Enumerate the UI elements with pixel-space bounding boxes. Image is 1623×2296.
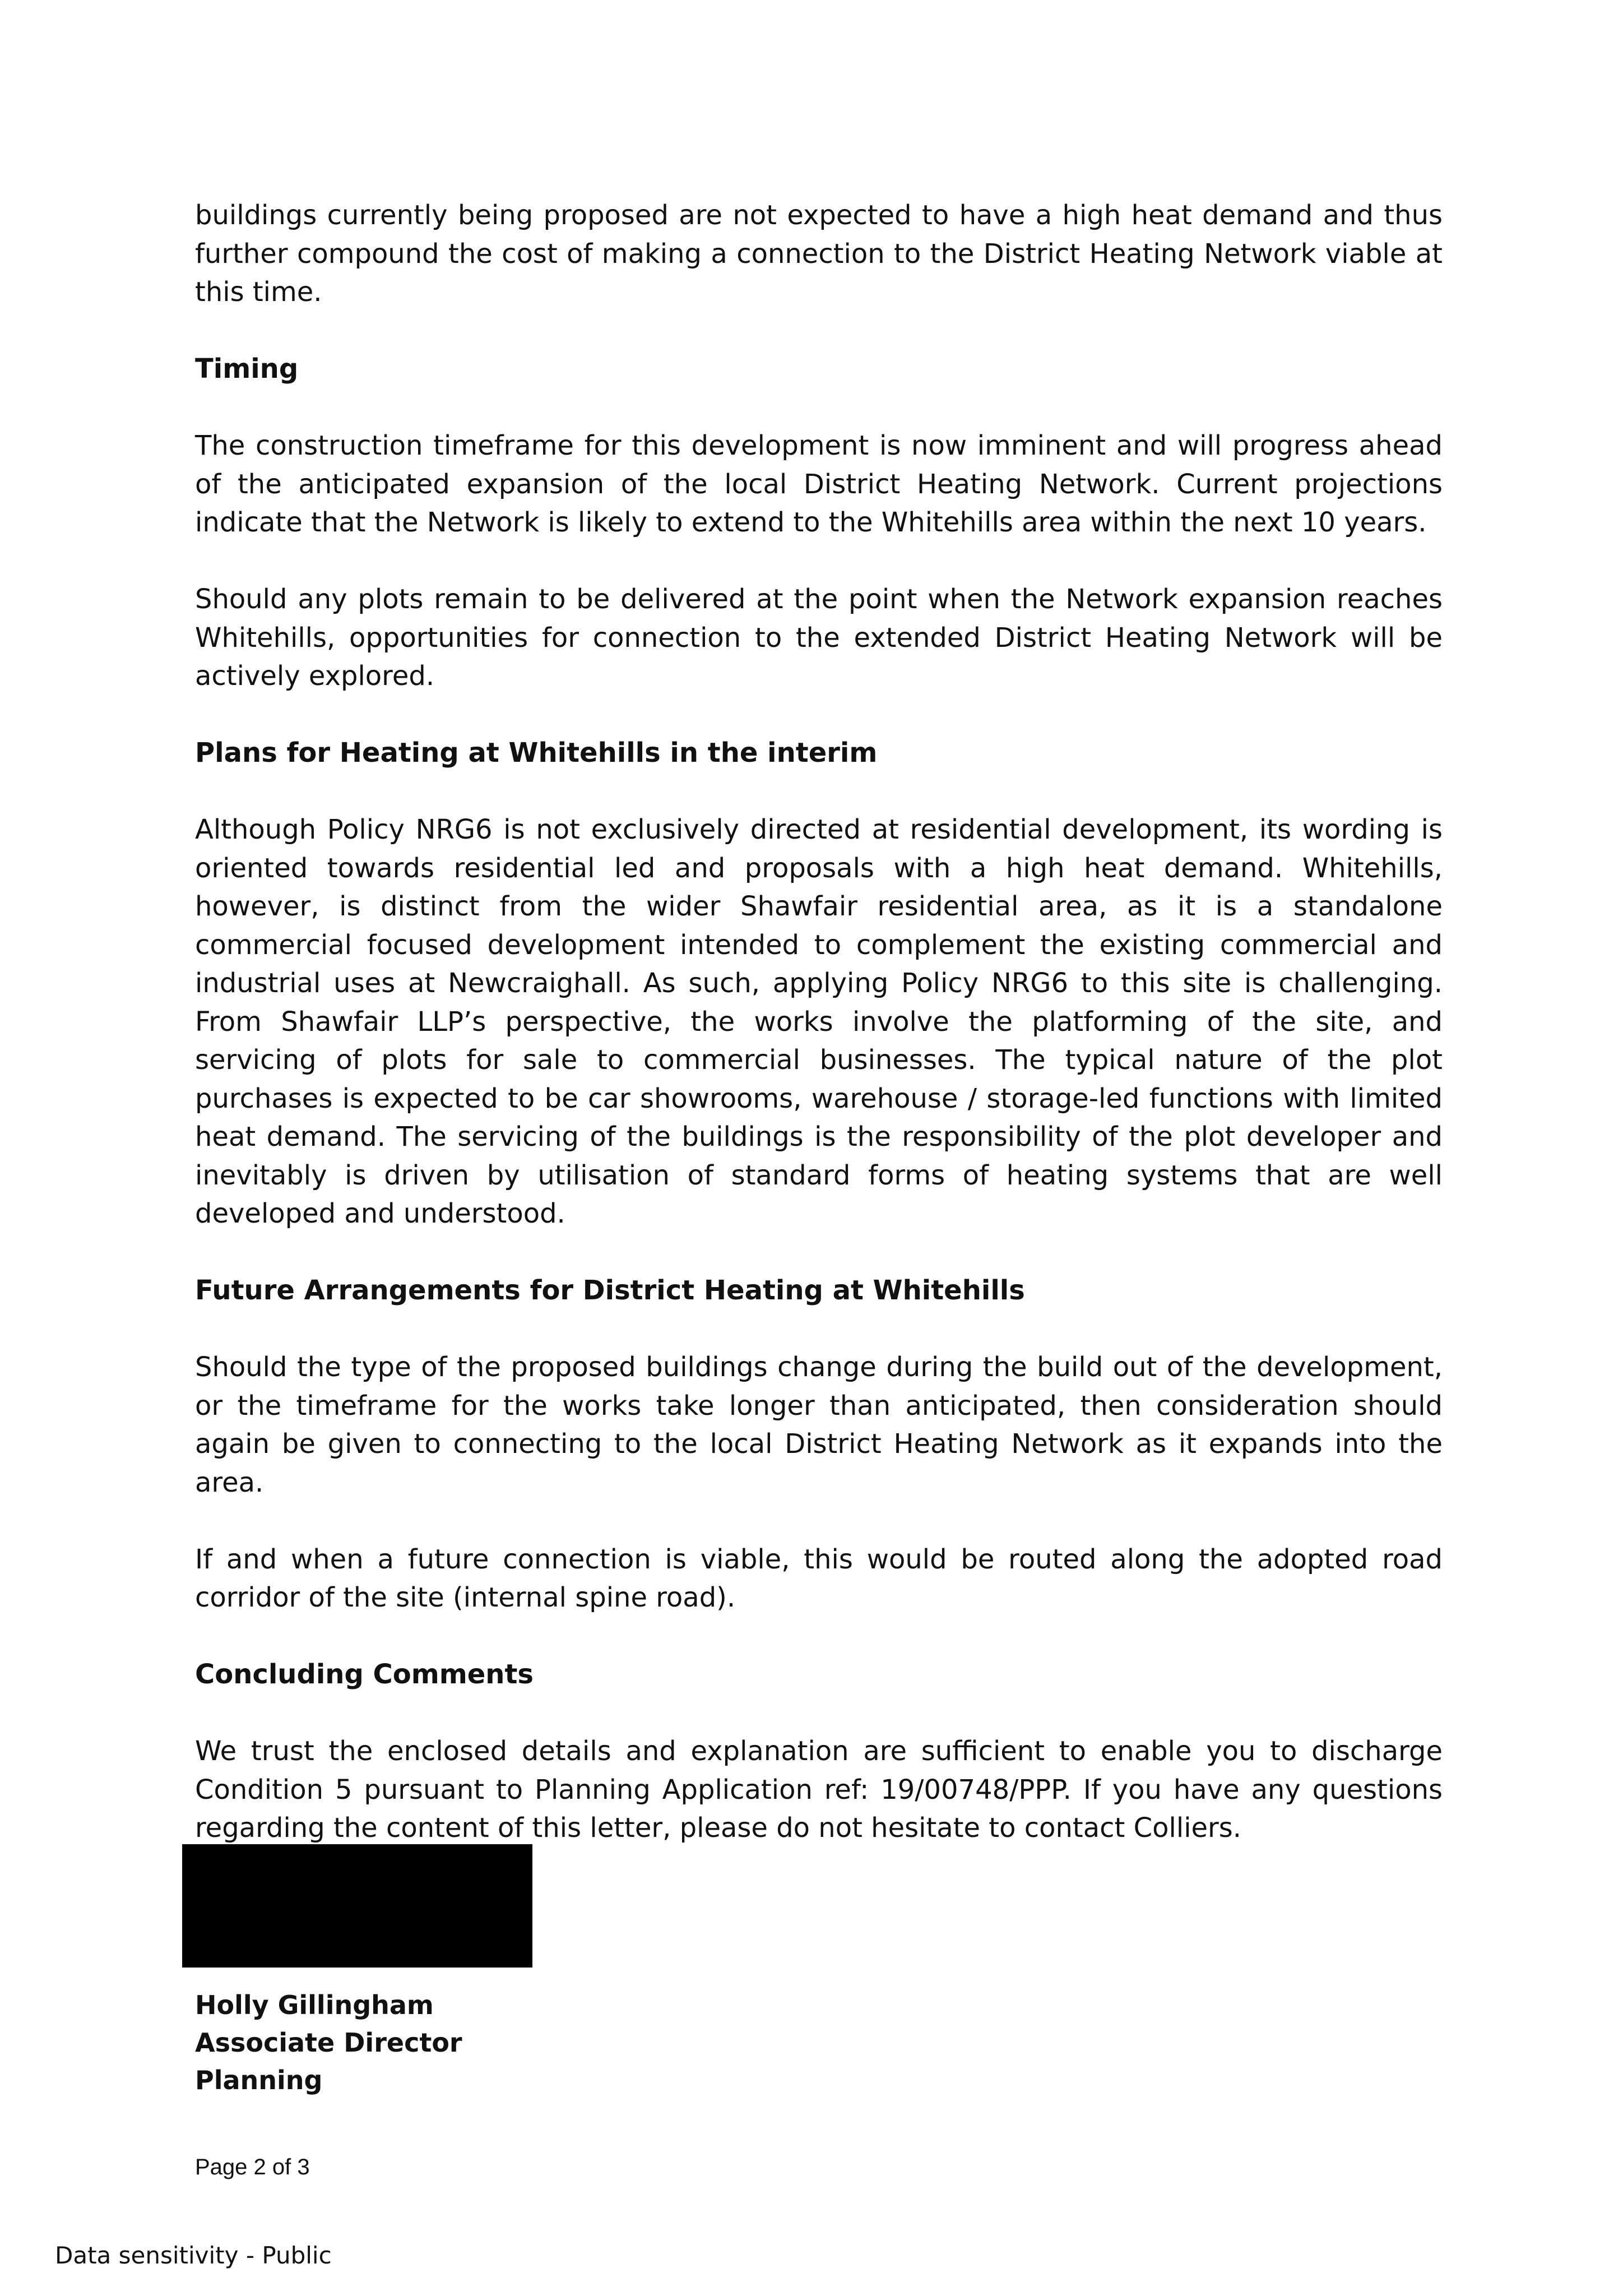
data-sensitivity-label: Data sensitivity - Public (55, 2242, 332, 2269)
paragraph-future-connection: If and when a future connection is viable, this would be routed along the adopted road corridor of the site (internal spine road). (195, 1543, 1443, 1613)
paragraph-discharge-condition: We trust the enclosed details and explanation are sufficient to enable you to discharge Condition 5 pursuant to Planning Application ref: 19/00748/PPP. If you have any questions regarding the content of this letter, please do not hesitate to contact Colliers. (195, 1735, 1443, 1844)
heading-concluding-comments: Concluding Comments (195, 1659, 534, 1690)
signatory-department: Planning (195, 2065, 323, 2095)
signatory-name: Holly Gillingham (195, 1990, 434, 2020)
letter-body (195, 196, 1443, 1924)
page-number: Page 2 of 3 (195, 2155, 310, 2179)
paragraph-construction-timeframe: The construction timeframe for this development is now imminent and will progress ahead of the anticipated expansion of the local District Heating Network. Current projections indicate that the Network is likely to extend to the Whitehills area within the next 10 years. (195, 430, 1443, 538)
paragraph-policy-nrg6: Although Policy NRG6 is not exclusively directed at residential development, its wording is oriented towards residential led and proposals with a high heat demand. Whitehills, however, is distinct from the wider Shawfair residential area, as it is a standalone commercial focused development intended to complement the existing commercial and industrial uses at Newcraighall. As such, applying Policy NRG6 to this site is challenging. From Shawfair LLP’s perspective, the works involve the platforming of the site, and servicing of plots for sale to commercial businesses. The typical nature of the plot purchases is expected to be car showrooms, warehouse / storage-led functions with limited heat demand. The servicing of the buildings is the responsibility of the plot developer and inevitably is driven by utilisation of standard forms of heating systems that are well developed and understood. (195, 814, 1443, 1229)
heading-future-arrangements: Future Arrangements for District Heating at Whitehills (195, 1275, 1025, 1306)
heading-timing: Timing (195, 353, 299, 385)
paragraph-plots-remaining: Should any plots remain to be delivered at the point when the Network expansion reaches Whitehills, opportunities for connection to the extended District Heating Network will be actively explored. (195, 584, 1443, 692)
redacted-signature (182, 1844, 532, 1968)
paragraph-heat-demand: buildings currently being proposed are not expected to have a high heat demand and thus further compound the cost of making a connection to the District Heating Network viable at this time. (195, 200, 1443, 308)
signatory-title: Associate Director (195, 2027, 462, 2058)
paragraph-building-type-change: Should the type of the proposed buildings change during the build out of the development, or the timeframe for the works take longer than anticipated, then consideration should again be given to connecting to the local District Heating Network as it expands into the area. (195, 1351, 1443, 1498)
signatory-block (195, 1987, 462, 2099)
heading-interim-heating: Plans for Heating at Whitehills in the interim (195, 737, 878, 769)
